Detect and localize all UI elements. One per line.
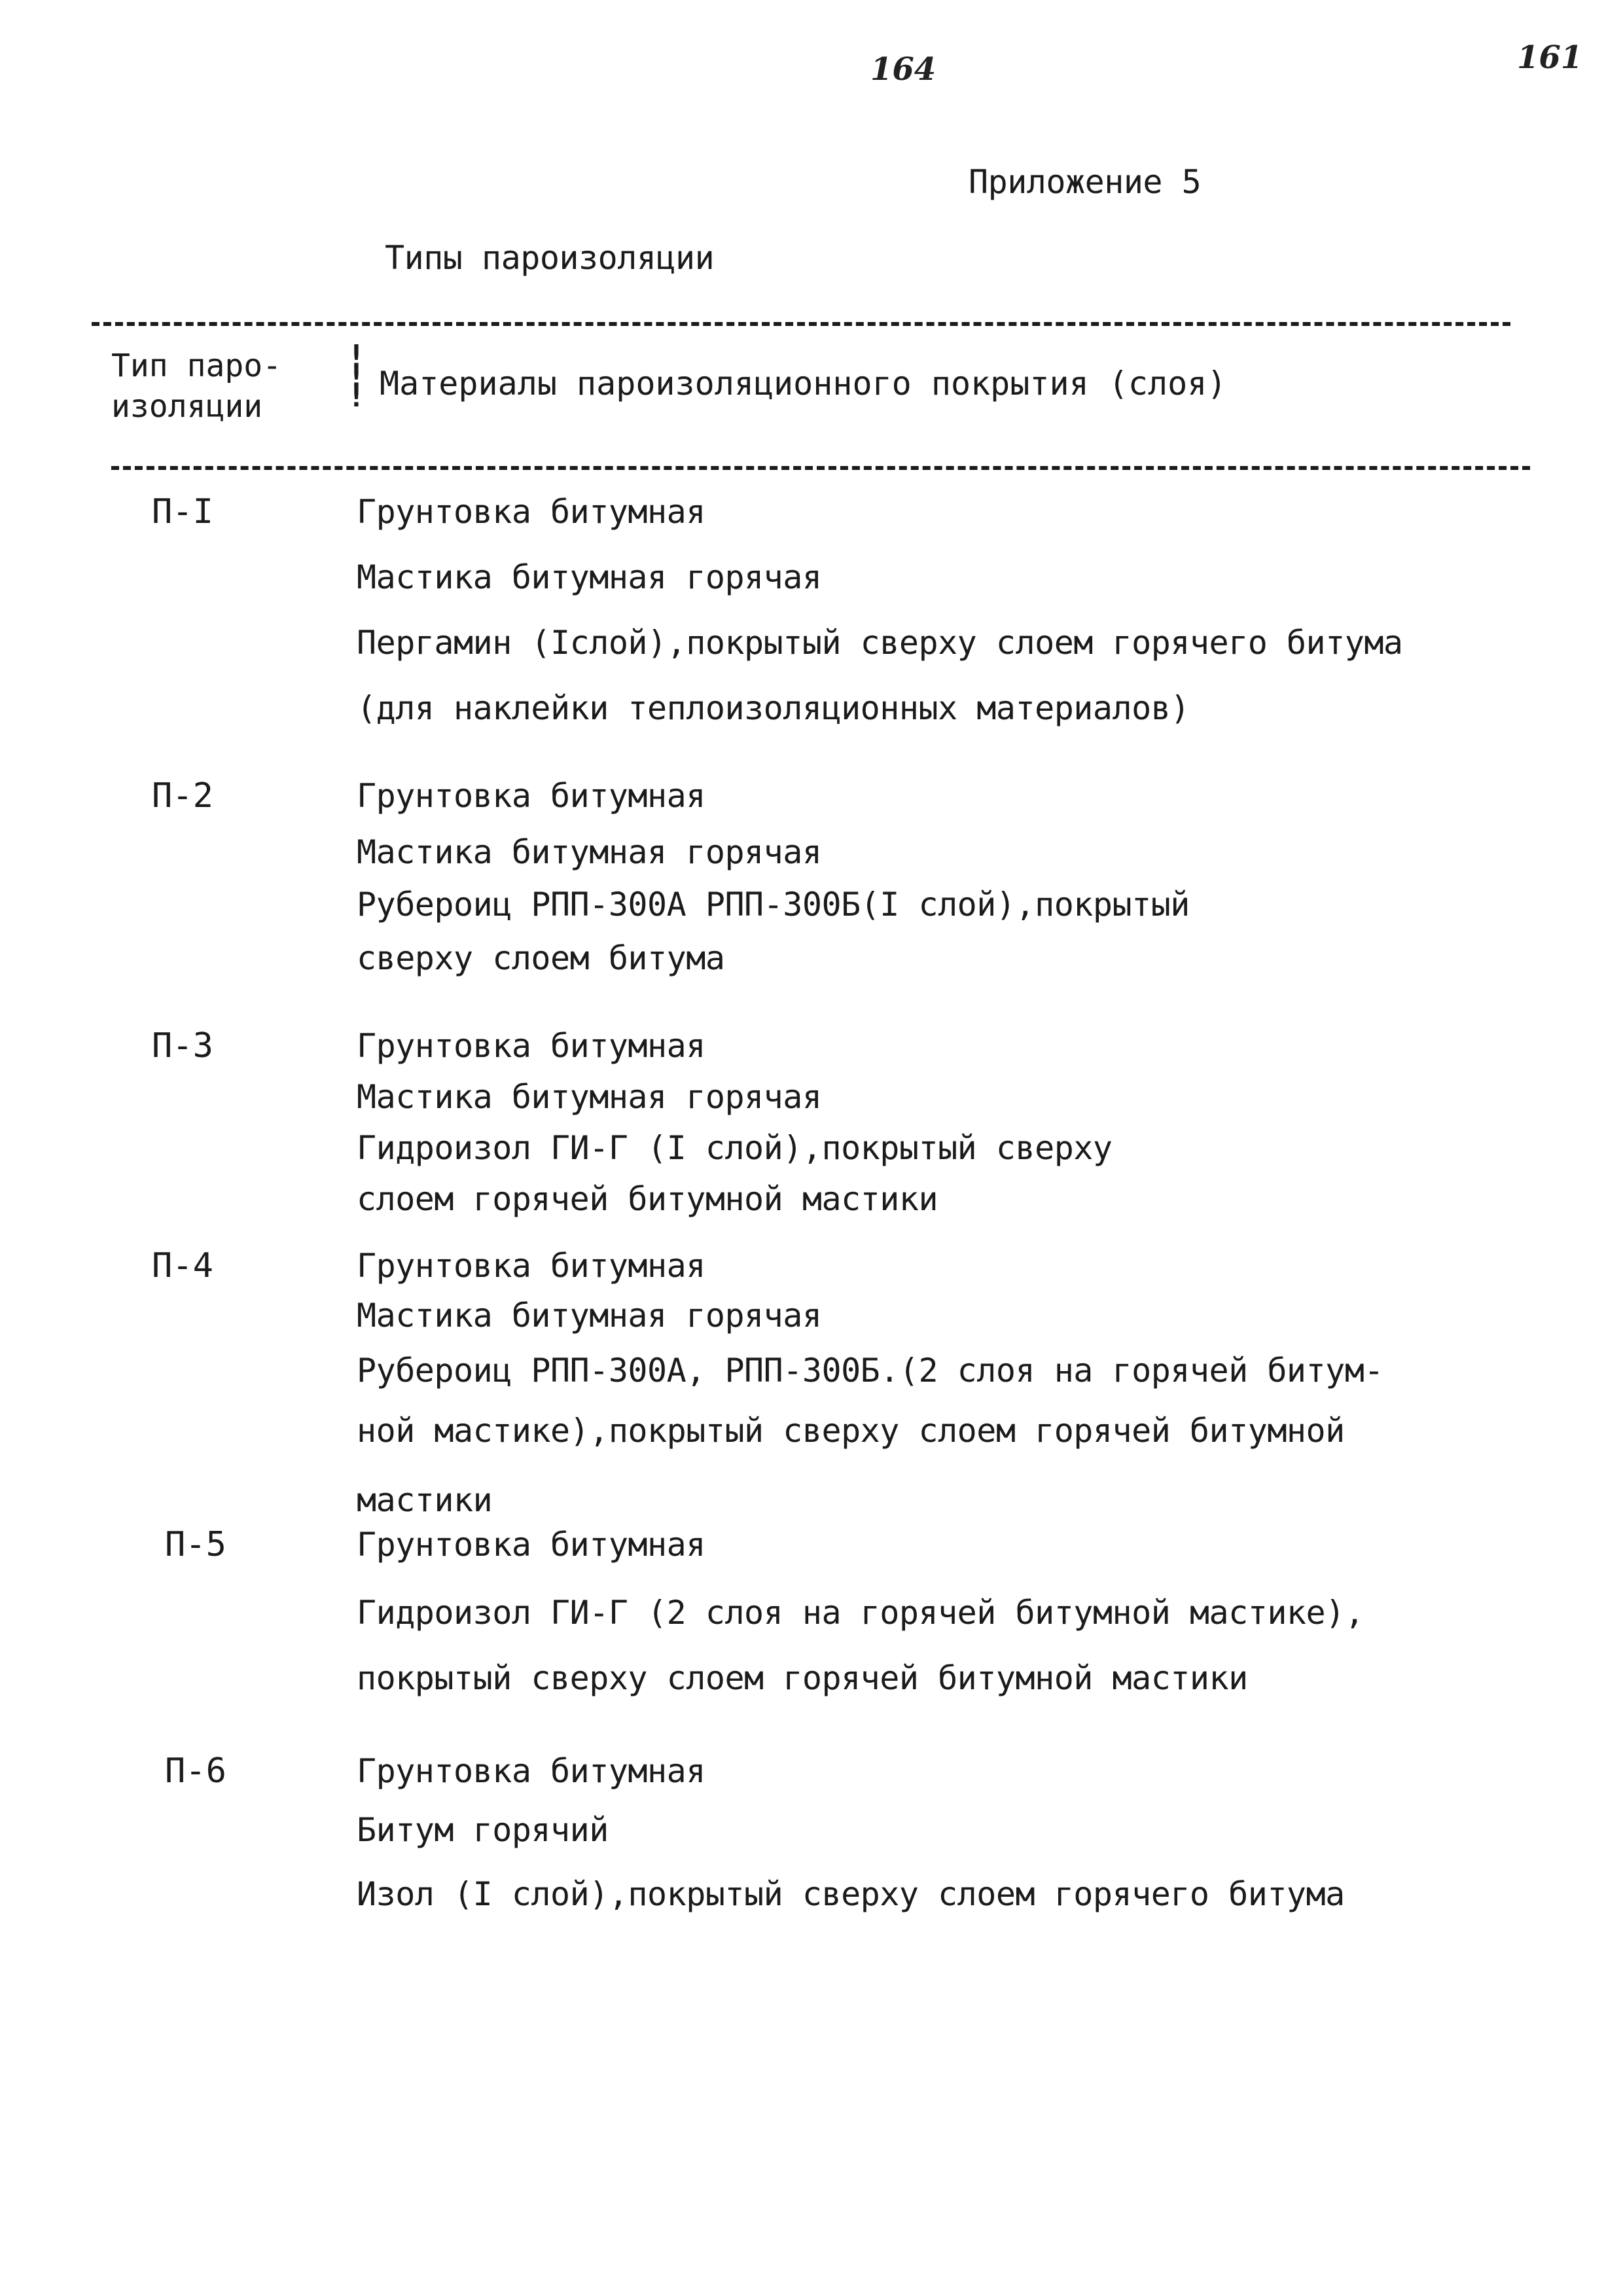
row-code: П-4 bbox=[152, 1246, 213, 1285]
page-number-handwritten: 164 bbox=[870, 51, 936, 88]
header-column-separator: ! ! ! bbox=[347, 338, 366, 414]
table-header-rule bbox=[111, 466, 1530, 470]
row-line: слоем горячей битумной мастики bbox=[357, 1180, 938, 1218]
page-number-corner: 161 bbox=[1517, 39, 1583, 76]
row-line: Мастика битумная горячая bbox=[357, 1078, 822, 1116]
row-line: Грунтовка битумная bbox=[357, 1247, 705, 1285]
row-code: П-2 bbox=[152, 776, 213, 816]
row-line: сверху слоем битума bbox=[357, 939, 725, 977]
row-line: Мастика битумная горячая bbox=[357, 1297, 822, 1335]
row-line: Пергамин (Iслой),покрытый сверху слоем горячего битума bbox=[357, 624, 1403, 662]
row-line: Мастика битумная горячая bbox=[357, 558, 822, 596]
row-line: ной мастике),покрытый сверху слоем горячей битумной bbox=[357, 1412, 1345, 1450]
row-line: Грунтовка битумная bbox=[357, 777, 705, 815]
row-line: Мастика битумная горячая bbox=[357, 833, 822, 871]
row-line: (для наклейки теплоизоляционных материалов) bbox=[357, 689, 1190, 727]
row-line: Гидроизол ГИ-Г (2 слоя на горячей битумной мастике), bbox=[357, 1594, 1364, 1632]
appendix-label: Приложение 5 bbox=[969, 163, 1202, 201]
row-line: Рубероиц РПП-300А РПП-300Б(I слой),покрытый bbox=[357, 886, 1190, 924]
row-line: мастики bbox=[357, 1481, 493, 1519]
row-line: Грунтовка битумная bbox=[357, 493, 705, 531]
row-line: Грунтовка битумная bbox=[357, 1752, 705, 1790]
row-code: П-3 bbox=[152, 1026, 213, 1066]
row-line: Грунтовка битумная bbox=[357, 1027, 705, 1065]
row-code: П-6 bbox=[165, 1751, 226, 1791]
row-line: Грунтовка битумная bbox=[357, 1526, 705, 1564]
row-line: покрытый сверху слоем горячей битумной мастики bbox=[357, 1659, 1248, 1697]
row-line: Рубероиц РПП-300А, РПП-300Б.(2 слоя на горячей битум- bbox=[357, 1352, 1383, 1390]
header-type-column: Тип паро- изоляции bbox=[111, 348, 282, 425]
row-line: Гидроизол ГИ-Г (I слой),покрытый сверху bbox=[357, 1129, 1113, 1167]
row-line: Изол (I слой),покрытый сверху слоем горячего битума bbox=[357, 1875, 1345, 1913]
row-line: Битум горячий bbox=[357, 1811, 609, 1849]
row-code: П-5 bbox=[165, 1525, 226, 1564]
row-code: П-I bbox=[152, 492, 213, 531]
page-title: Типы пароизоляции bbox=[385, 239, 715, 277]
header-materials-column: Материалы пароизоляционного покрытия (слоя) bbox=[380, 365, 1227, 403]
table-top-rule bbox=[92, 322, 1510, 326]
